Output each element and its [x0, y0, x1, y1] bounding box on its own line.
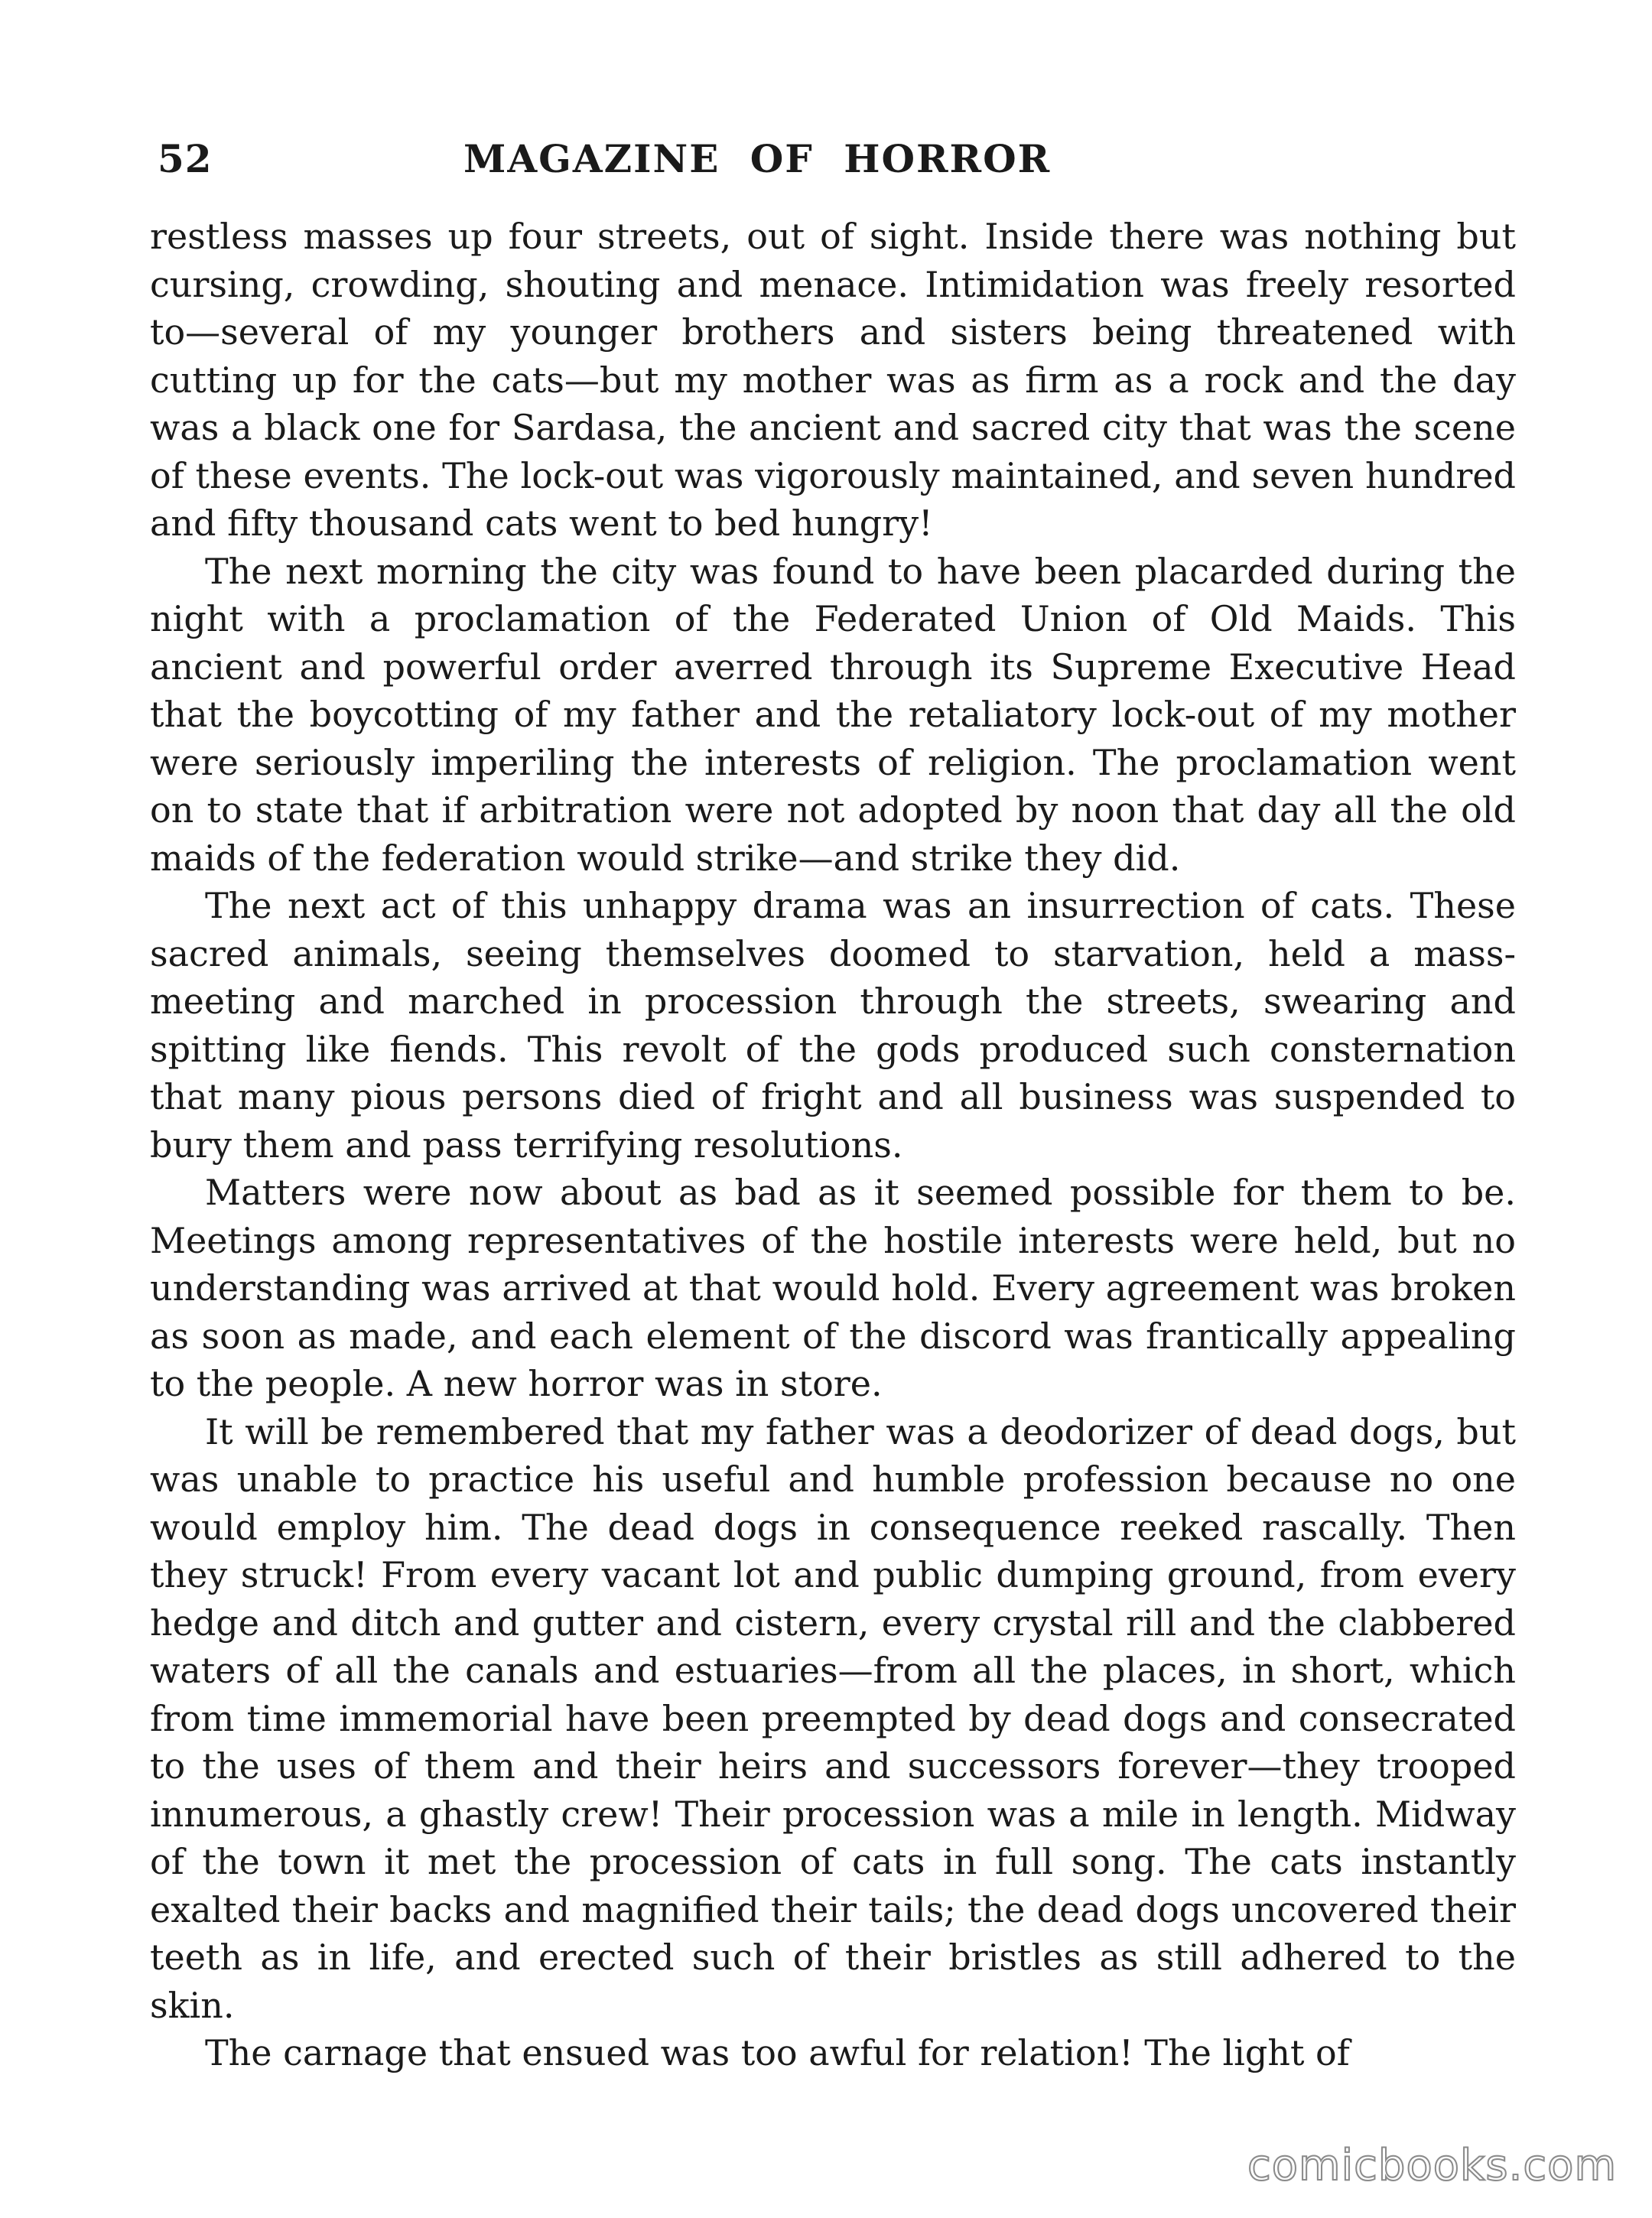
paragraph-continued: restless masses up four streets, out of sight. Inside there was nothing but cursing, crowding, shouting and menace. Intimidation was freely resorted to—several of my younger brothers and sisters being threatened with cutting up for the cats—but my mother was as firm as a rock and the day was a black one for Sardasa, the ancient and sacred city that was the scene of these events. The lock-out was vigorously maintained, and seven hundred and fifty thousand cats went to bed hungry! — [150, 216, 1516, 544]
paragraph-continues: The carnage that ensued was too awful for relation! The light of — [205, 2032, 1350, 2073]
running-title: MAGAZINE OF HORROR — [463, 136, 1052, 181]
story-text — [150, 213, 1516, 2077]
paragraph: It will be remembered that my father was a deodorizer of dead dogs, but was unable to practice his useful and humble profession because no one would employ him. The dead dogs in consequence reeked rascally. Then they struck! From every vacant lot and public dumping ground, from every hedge and ditch and gutter and cistern, every crystal rill and the clabbered waters of all the canals and estuaries—from all the places, in short, which from time immemorial have been preempted by dead dogs and consecrated to the uses of them and their heirs and successors forever—they trooped innumerous, a ghastly crew! Their procession was a mile in length. Midway of the town it met the procession of cats in full song. The cats instantly exalted their backs and magnified their tails; the dead dogs uncovered their teeth as in life, and erected such of their bristles as still adhered to the skin. — [150, 1410, 1516, 2026]
paragraph: The next morning the city was found to have been placarded during the night with a proclamation of the Federated Union of Old Maids. This ancient and powerful order averred through its Supreme Executive Head that the boycotting of my father and the retaliatory lock-out of my mother were seriously imperiling the interests of religion. The proclamation went on to state that if arbitration were not adopted by noon that day all the old maids of the federation would strike—and strike they did. — [150, 550, 1516, 879]
page-header — [158, 136, 1519, 190]
page-number: 52 — [158, 136, 213, 181]
paragraph: The next act of this unhappy drama was an insurrection of cats. These sacred animals, seeing themselves doomed to starvation, held a mass-meeting and marched in procession through the streets, swearing and spitting like fiends. This revolt of the gods produced such consternation that many pious persons died of fright and all business was suspended to bury them and pass terrifying resolutions. — [150, 885, 1516, 1166]
paragraph: Matters were now about as bad as it seemed possible for them to be. Meetings among representatives of the hostile interests were held, but no understanding was arrived at that would hold. Every agreement was broken as soon as made, and each element of the discord was frantically appealing to the people. A new horror was in store. — [150, 1172, 1516, 1404]
site-watermark: comicbooks.com — [1247, 2141, 1617, 2190]
